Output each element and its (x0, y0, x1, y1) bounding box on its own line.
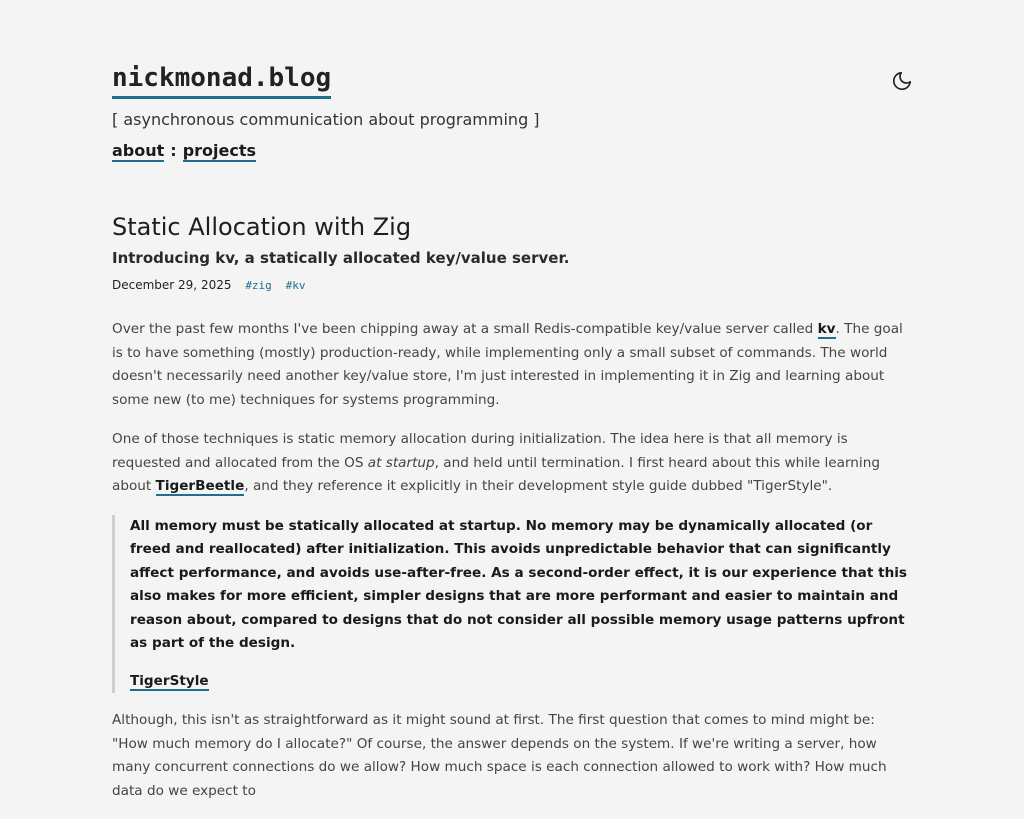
paragraph-text: , and they reference it explicitly in their development style guide dubbed "TigerStyle". (244, 478, 833, 494)
tigerbeetle-link[interactable]: TigerBeetle (155, 478, 245, 494)
post-meta (112, 276, 306, 295)
nav-about-link[interactable]: about (112, 141, 165, 160)
nav-separator: : (170, 141, 177, 160)
post-date: December 29, 2025 (112, 278, 232, 292)
moon-icon (891, 70, 913, 92)
post-title: Static Allocation with Zig (112, 213, 412, 241)
site-title-link[interactable]: nickmonad.blog (112, 60, 331, 99)
post-subtitle: Introducing kv, a statically allocated key/value server. (112, 249, 570, 267)
quote-source (130, 670, 912, 694)
paragraph-text: , and held until termination. I first heard about this while learning about (112, 454, 880, 494)
paragraph-text: Over the past few months I've been chipping away at a small Redis-compatible key/value server called (112, 321, 818, 337)
site-tagline: [ asynchronous communication about programming ] (112, 110, 540, 129)
theme-toggle-button[interactable] (891, 70, 913, 92)
paragraph-how-much-memory: Although, this isn't as straightforward as it might sound at first. The first question that comes to mind might be: "How much memory do I allocate?" Of course, the answer depends on the system. If we're writing a server, how many concurrent connections do we allow? How much space is each connection allowed to work with? How much data do we expect to (112, 712, 887, 799)
main-container (112, 60, 912, 799)
tigerstyle-link[interactable]: TigerStyle (130, 672, 209, 689)
quote-text: All memory must be statically allocated at startup. No memory may be dynamically allocated (or freed and reallocated) after initialization. This avoids unpredictable behavior that can significantly affect performance, and avoids use-after-free. As a second-order effect, it is our experience that this also makes for more efficient, simpler designs that are more performant and easier to maintain and reason about, compared to designs that do not consider all possible memory usage patterns upfront as part of the design. (130, 517, 908, 651)
paragraph-intro (112, 318, 912, 412)
paragraph-static-allocation (112, 428, 912, 499)
paragraph-text: . The goal is to have something (mostly) production-ready, while implementing only a small subset of commands. The world doesn't necessarily need another key/value store, I'm just interested in implementing it in Zig and learning about some new (to me) techniques for systems programming. (112, 321, 903, 408)
post-content (112, 318, 912, 819)
tigerstyle-quote (112, 515, 912, 694)
emphasis-text: at startup (367, 454, 435, 471)
paragraph-text: One of those techniques is static memory allocation during initialization. The idea here is that all memory is requested and allocated from the OS (112, 431, 848, 471)
tag-zig-link[interactable]: #zig (245, 279, 272, 292)
nav-projects-link[interactable]: projects (182, 141, 257, 160)
tag-kv-link[interactable]: #kv (285, 279, 306, 292)
site-nav (112, 139, 912, 163)
kv-link[interactable]: kv (817, 321, 836, 337)
